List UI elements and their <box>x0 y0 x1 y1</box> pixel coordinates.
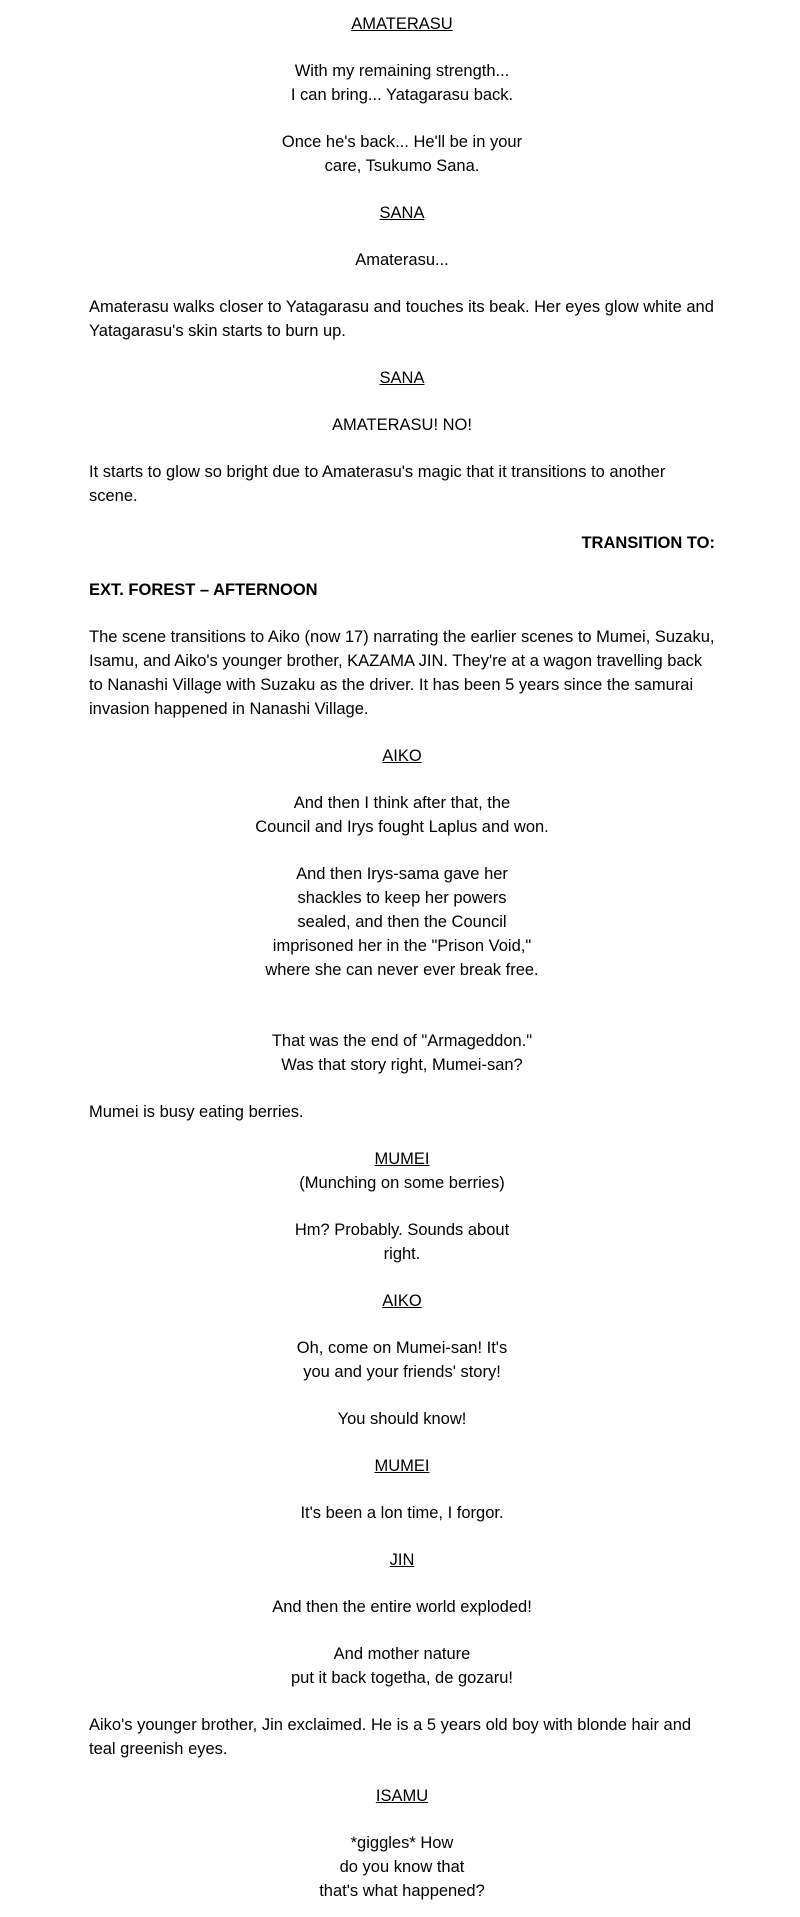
text-line: Amaterasu walks closer to Yatagarasu and touches its beak. Her eyes glow white and <box>89 298 714 316</box>
text-line: And mother nature <box>333 1645 471 1663</box>
dialogue-block <box>89 1407 715 1431</box>
text-line: (Munching on some berries) <box>299 1174 505 1192</box>
character-name: SANA <box>379 369 425 387</box>
action-block <box>89 1100 715 1124</box>
dialogue-block <box>89 1831 715 1903</box>
text-line: right. <box>383 1245 421 1263</box>
dialogue-block <box>89 413 715 437</box>
dialogue-block <box>89 1029 715 1077</box>
dialogue-block <box>89 59 715 107</box>
text-line: Council and Irys fought Laplus and won. <box>255 818 549 836</box>
dialogue-block <box>89 130 715 178</box>
text-line: Mumei is busy eating berries. <box>89 1103 304 1121</box>
dialogue-block <box>89 791 715 839</box>
action-block <box>89 1713 715 1761</box>
character-name: AIKO <box>382 747 422 765</box>
text-line: I can bring... Yatagarasu back. <box>290 86 514 104</box>
text-line: It's been a lon time, I forgor. <box>300 1504 504 1522</box>
text-line: And then Irys-sama gave her <box>296 865 508 883</box>
text-line: Hm? Probably. Sounds about <box>294 1221 510 1239</box>
dialogue-block <box>89 1595 715 1619</box>
text-line: Once he's back... He'll be in your <box>281 133 523 151</box>
character-name: JIN <box>389 1551 415 1569</box>
dialogue-block <box>89 1218 715 1266</box>
character-name: MUMEI <box>374 1457 430 1475</box>
dialogue-block <box>89 862 715 982</box>
text-line: Isamu, and Aiko's younger brother, KAZAMA JIN. They're at a wagon travelling back <box>89 652 703 670</box>
transition: TRANSITION TO: <box>581 534 715 552</box>
text-line: That was the end of "Armageddon." <box>271 1032 533 1050</box>
text-line: Amaterasu... <box>355 251 449 269</box>
text-line: shackles to keep her powers <box>297 889 507 907</box>
dialogue-block <box>89 1642 715 1690</box>
text-line: And then I think after that, the <box>293 794 511 812</box>
text-line: care, Tsukumo Sana. <box>324 157 480 175</box>
text-line: do you know that <box>339 1858 465 1876</box>
text-line: Yatagarasu's skin starts to burn up. <box>89 322 346 340</box>
screenplay-body <box>89 12 715 1903</box>
text-line: imprisoned her in the "Prison Void," <box>272 937 532 955</box>
text-line: You should know! <box>337 1410 467 1428</box>
text-line: scene. <box>89 487 138 505</box>
text-line: invasion happened in Nanashi Village. <box>89 700 369 718</box>
parenthetical <box>89 1171 715 1195</box>
character-name: AIKO <box>382 1292 422 1310</box>
scene-heading: EXT. FOREST – AFTERNOON <box>89 581 318 599</box>
action-block <box>89 460 715 508</box>
character-name: AMATERASU <box>351 15 453 33</box>
text-line: And then the entire world exploded! <box>272 1598 532 1616</box>
text-line: that's what happened? <box>319 1882 485 1900</box>
text-line: Oh, come on Mumei-san! It's <box>296 1339 508 1357</box>
dialogue-block <box>89 1336 715 1384</box>
text-line: you and your friends' story! <box>303 1363 501 1381</box>
action-block <box>89 295 715 343</box>
character-name: SANA <box>379 204 425 222</box>
text-line: The scene transitions to Aiko (now 17) narrating the earlier scenes to Mumei, Suzaku, <box>89 628 715 646</box>
text-line: sealed, and then the Council <box>297 913 507 931</box>
dialogue-block <box>89 248 715 272</box>
text-line: put it back togetha, de gozaru! <box>291 1669 513 1687</box>
text-line: With my remaining strength... <box>294 62 510 80</box>
text-line: Was that story right, Mumei-san? <box>281 1056 523 1074</box>
character-name: ISAMU <box>375 1787 429 1805</box>
text-line: to Nanashi Village with Suzaku as the driver. It has been 5 years since the samurai <box>89 676 694 694</box>
character-name: MUMEI <box>374 1150 430 1168</box>
text-line: teal greenish eyes. <box>89 1740 228 1758</box>
dialogue-block <box>89 1501 715 1525</box>
action-block <box>89 625 715 721</box>
text-line: Aiko's younger brother, Jin exclaimed. He is a 5 years old boy with blonde hair and <box>89 1716 692 1734</box>
text-line: where she can never ever break free. <box>265 961 539 979</box>
text-line: *giggles* How <box>350 1834 454 1852</box>
text-line: It starts to glow so bright due to Amaterasu's magic that it transitions to another <box>89 463 666 481</box>
text-line: AMATERASU! NO! <box>332 416 472 434</box>
